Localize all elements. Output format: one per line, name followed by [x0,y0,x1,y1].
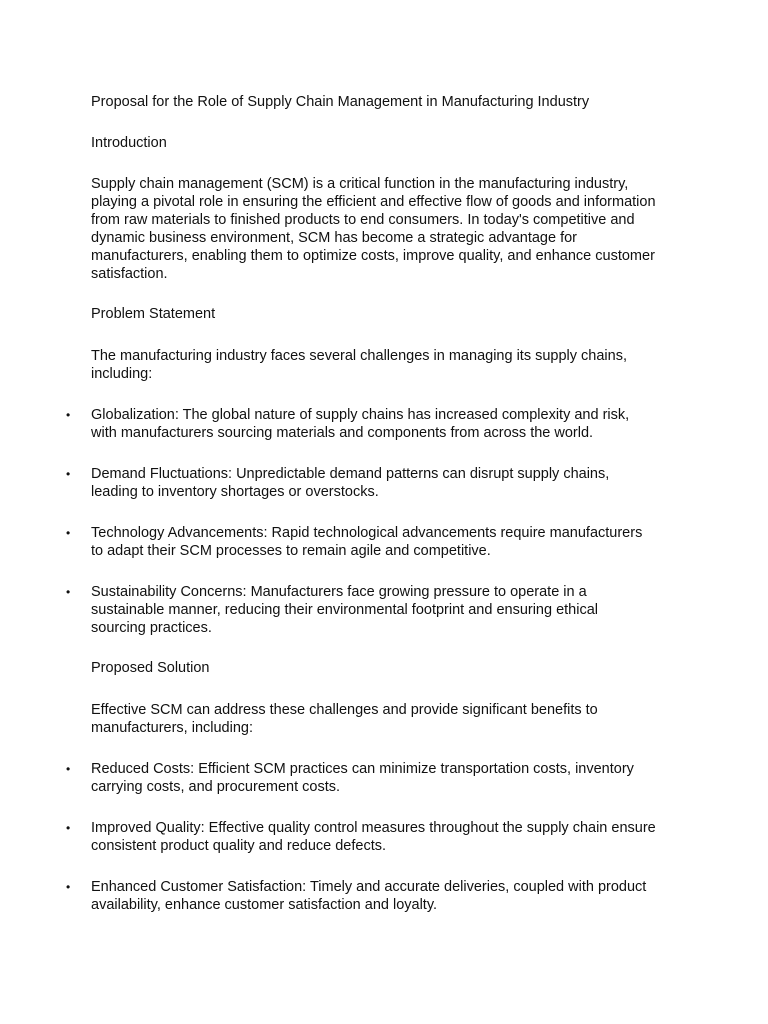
bullet-icon: • [66,467,71,481]
text-line: Enhanced Customer Satisfaction: Timely and accurate deliveries, coupled with product [91,879,647,895]
list-item-technology-advancements [66,524,691,560]
text-line: Reduced Costs: Efficient SCM practices can minimize transportation costs, inventory [91,761,634,777]
text-line: sustainable manner, reducing their environmental footprint and ensuring ethical [91,602,599,618]
introduction-paragraph [91,175,691,283]
text-line: The manufacturing industry faces several challenges in managing its supply chains, [91,348,627,364]
text-line: Technology Advancements: Rapid technological advancements require manufacturers [91,525,643,541]
text-line: Effective SCM can address these challenges and provide significant benefits to [91,702,598,718]
text-line: from raw materials to finished products to end consumers. In today's competitive and [91,212,635,228]
text-line: with manufacturers sourcing materials and components from across the world. [91,425,594,441]
introduction-heading: Introduction [91,135,167,151]
text-line: sourcing practices. [91,620,212,636]
text-line: Globalization: The global nature of supply chains has increased complexity and risk, [91,407,630,423]
solution-paragraph [91,701,691,737]
text-line: manufacturers, enabling them to optimize costs, improve quality, and enhance customer [91,248,655,264]
text-line: carrying costs, and procurement costs. [91,779,341,795]
text-line: availability, enhance customer satisfaction and loyalty. [91,897,438,913]
text-line: leading to inventory shortages or overstocks. [91,484,379,500]
bullet-icon: • [66,585,71,599]
text-line: manufacturers, including: [91,720,253,736]
text-line: including: [91,366,153,382]
problem-heading: Problem Statement [91,306,216,322]
list-item-demand-fluctuations [66,465,691,501]
list-item-globalization [66,406,691,442]
solution-heading: Proposed Solution [91,660,210,676]
text-line: Sustainability Concerns: Manufacturers face growing pressure to operate in a [91,584,587,600]
bullet-icon: • [66,408,71,422]
text-line: Supply chain management (SCM) is a critical function in the manufacturing industry, [91,176,629,192]
text-line: satisfaction. [91,266,168,282]
text-line: to adapt their SCM processes to remain agile and competitive. [91,543,491,559]
bullet-icon: • [66,880,71,894]
list-item-customer-satisfaction [66,878,691,914]
bullet-icon: • [66,762,71,776]
bullet-icon: • [66,526,71,540]
problem-paragraph [91,347,691,383]
text-line: Demand Fluctuations: Unpredictable demand patterns can disrupt supply chains, [91,466,610,482]
list-item-reduced-costs [66,760,691,796]
text-line: playing a pivotal role in ensuring the efficient and effective flow of goods and information [91,194,656,210]
text-line: dynamic business environment, SCM has become a strategic advantage for [91,230,577,246]
text-line: consistent product quality and reduce defects. [91,838,387,854]
bullet-icon: • [66,821,71,835]
document-title: Proposal for the Role of Supply Chain Management in Manufacturing Industry [91,94,590,110]
list-item-sustainability-concerns [66,583,691,637]
list-item-improved-quality [66,819,691,855]
text-line: Improved Quality: Effective quality control measures throughout the supply chain ensure [91,820,656,836]
